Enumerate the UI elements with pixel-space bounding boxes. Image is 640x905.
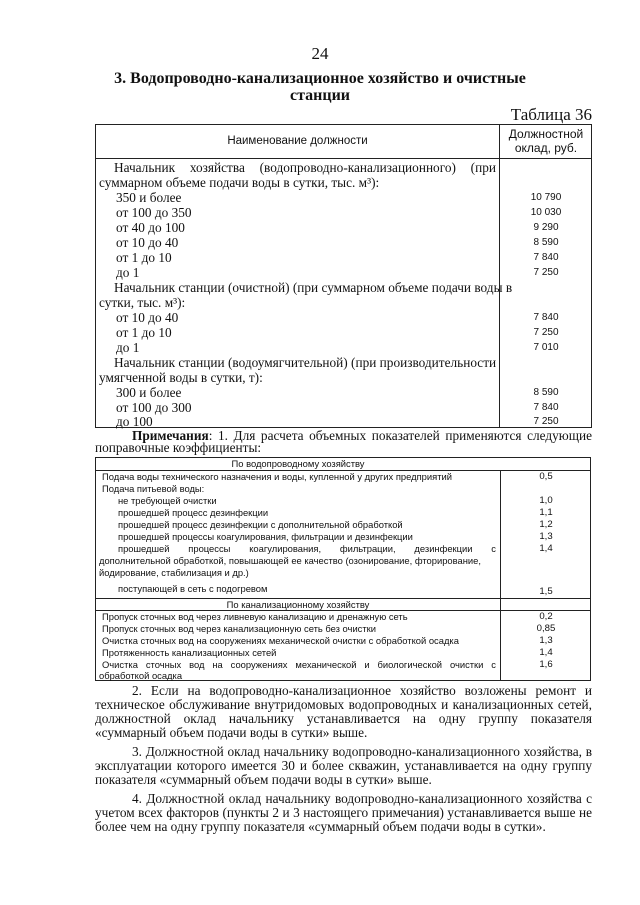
table-row-value: 7 010 [533, 342, 559, 353]
note-paragraph-3: 3. Должностной оклад начальнику водопроводно-канализационного хозяйства, в эксплуатации которого имеется 30 и более скважин, устанавливается на одну группу показателя «суммарный объем подачи воды в сутки» выше. [95, 744, 592, 787]
coef-row-text: обработкой осадка [99, 670, 183, 681]
coef-row-value: 1,4 [539, 543, 553, 554]
coef-row-text: Подача воды технического назначения и воды, купленной у других предприятий [102, 471, 452, 482]
coef-row-text: прошедшей процесс дезинфекции [118, 507, 269, 518]
coef-row-value: 1,4 [539, 647, 553, 658]
coef-row-text: Протяженность канализационных сетей [102, 647, 277, 658]
notes-label: Примечания [132, 428, 209, 443]
section-header-water: По водопроводному хозяйству [231, 458, 365, 469]
table-row-text: Начальник хозяйства (водопроводно-канализационного) (при [114, 160, 496, 175]
coef-row-value: 0,2 [539, 611, 553, 622]
table-row-text: 300 и более [116, 385, 182, 400]
coef-row-text: йодирование, стабилизация и др.) [99, 567, 249, 578]
note-paragraph-4: 4. Должностной оклад начальнику водопроводно-канализационного хозяйства с учетом всех факторов (пункты 2 и 3 настоящего примечания) устанавливается выше не более чем на одну группу показателя «суммарный объем подачи воды в сутки». [95, 791, 592, 834]
table-row-value: 7 250 [533, 327, 559, 338]
coef-row-text: прошедшей процессы коагулирования, фильтрации, дезинфекции с [118, 543, 496, 554]
column-header-salary: Должностной оклад, руб. [508, 127, 584, 155]
table-row-value: 7 840 [533, 252, 559, 263]
table-row-value: 7 840 [533, 312, 559, 323]
table-row-value: 8 590 [533, 387, 559, 398]
table-row-value: 7 840 [533, 402, 559, 413]
coef-row-value: 1,6 [539, 659, 553, 670]
salary-table [95, 124, 592, 428]
coef-row-text: Пропуск сточных вод через ливневую канализацию и дренажную сеть [102, 611, 408, 622]
table-row-value: 10 030 [530, 207, 562, 218]
table-row-text: до 1 [116, 340, 140, 355]
coef-row-text: прошедшей процесс дезинфекции с дополнительной обработкой [118, 519, 403, 530]
table-row-value: 7 250 [533, 267, 559, 278]
coef-row-text: Подача питьевой воды: [102, 483, 205, 494]
coef-row-value: 1,2 [539, 519, 553, 530]
table-row-text: умягченной воды в сутки, т): [99, 370, 263, 385]
notes-text-cont: поправочные коэффициенты: [95, 440, 262, 455]
table-row-value: 7 250 [533, 416, 559, 427]
table-row-text: 350 и более [116, 190, 182, 205]
table-row-text: от 1 до 10 [116, 325, 172, 340]
table-row-text: до 1 [116, 265, 140, 280]
table-row-value: 9 290 [533, 222, 559, 233]
coef-row-text: прошедшей процессы коагулирования, фильтрации и дезинфекции [118, 531, 413, 542]
table-row-text: до 100 [116, 414, 153, 429]
table-row-text: Начальник станции (очистной) (при суммарном объеме подачи воды в [114, 280, 513, 295]
coef-row-text: Очистка сточных вод на сооружениях механической очистки с обработкой осадка [102, 635, 459, 646]
table-row-text: от 40 до 100 [116, 220, 185, 235]
coefficient-table [95, 457, 591, 681]
coef-row-value: 1,5 [539, 586, 553, 597]
table-caption: Таблица 36 [510, 105, 592, 124]
coef-row-value: 1,0 [539, 495, 553, 506]
notes-text: : 1. Для расчета объемных показателей применяются следующие [208, 428, 592, 443]
coef-row-text: поступающей в сеть с подогревом [118, 583, 268, 594]
coef-row-text: Пропуск сточных вод через канализационную сеть без очистки [102, 623, 377, 634]
note-paragraph-2: 2. Если на водопроводно-канализационное хозяйство возложены ремонт и техническое обслуживание внутридомовых водопроводных и канализационных сетей, должностной оклад начальнику устанавливается на одну группу показателя «суммарный объем подачи воды в сутки» выше. [95, 683, 592, 740]
coef-row-value: 1,1 [539, 507, 553, 518]
coef-row-text: Очистка сточных вод на сооружениях механической и биологической очистки с [102, 659, 496, 670]
table-row-text: от 1 до 10 [116, 250, 172, 265]
coef-row-value: 0,5 [539, 471, 553, 482]
coef-row-text: не требующей очистки [118, 495, 217, 506]
table-row-text: от 100 до 350 [116, 205, 192, 220]
table-row-text: сутки, тыс. м³): [99, 295, 186, 310]
table-row-text: суммарном объеме подачи воды в сутки, тыс. м³): [99, 175, 380, 190]
column-header-position: Наименование должности [227, 135, 368, 147]
table-row-value: 10 790 [530, 192, 562, 203]
section-title: 3. Водопроводно-канализационное хозяйство и очистные станции [114, 70, 526, 104]
table-row-value: 8 590 [533, 237, 559, 248]
table-row-text: от 10 до 40 [116, 235, 179, 250]
page-number: 24 [311, 44, 329, 63]
coef-row-text: дополнительной обработкой, повышающей ее качество (озонирование, фторирование, [99, 555, 481, 566]
coef-row-value: 1,3 [539, 531, 553, 542]
table-row-text: от 10 до 40 [116, 310, 179, 325]
table-row-text: от 100 до 300 [116, 400, 192, 415]
coef-row-value: 0,85 [536, 623, 556, 634]
notes [95, 430, 592, 454]
table-row-text: Начальник станции (водоумягчительной) (при производительности [114, 355, 497, 370]
coef-row-value: 1,3 [539, 635, 553, 646]
section-header-sewer: По канализационному хозяйству [226, 599, 370, 610]
